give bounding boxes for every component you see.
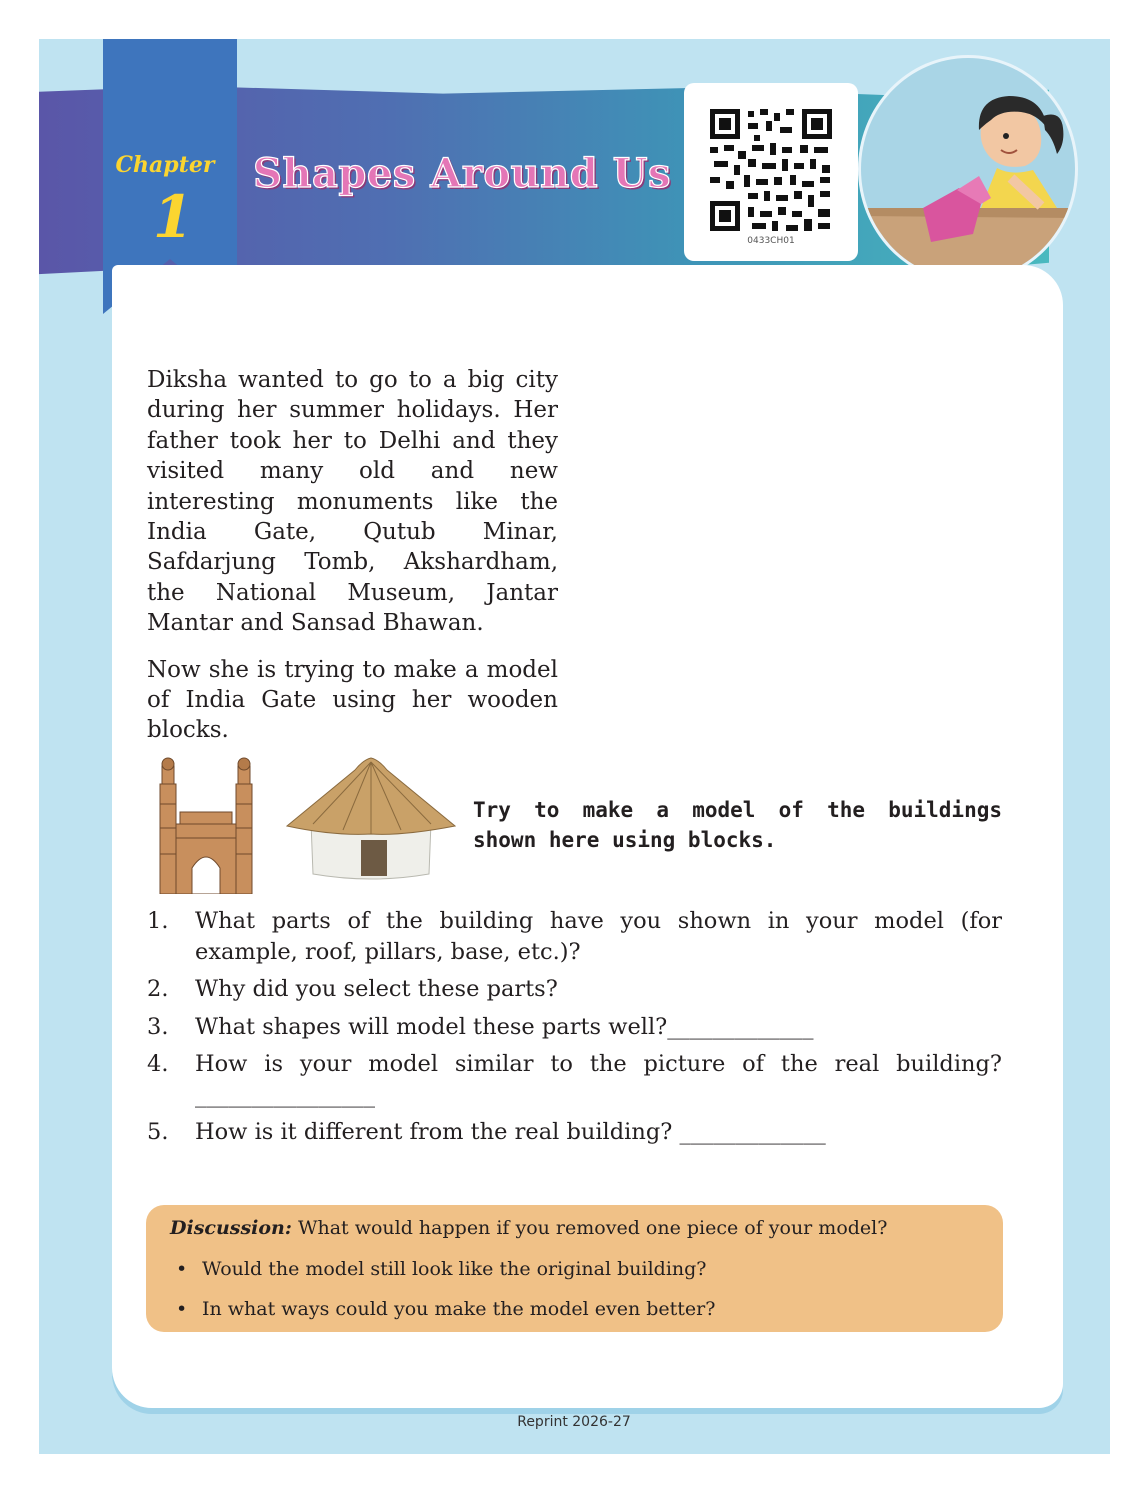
question-list	[147, 906, 1002, 1155]
question-number: 2.	[147, 976, 169, 1002]
intro-paragraph-1: Diksha wanted to go to a big city during her summer holidays. Her father took her to Delhi and they visited many old and new interesting monuments like the India Gate, Qutub Minar, Safdarjung Tomb, Akshardham, the National Museum, Jantar Mantar and Sansad Bhawan.	[147, 367, 558, 637]
page-title: Shapes Around Us	[253, 150, 671, 197]
qr-code-icon	[708, 107, 834, 233]
question-number: 5.	[147, 1119, 169, 1145]
qr-code-id: 0433CH01	[747, 236, 795, 246]
activity-instruction: Try to make a model of the buildings shown here using blocks.	[473, 798, 1002, 852]
reprint-footer: Reprint 2026-27	[517, 1414, 631, 1430]
question-item	[147, 1012, 1002, 1043]
discussion-bullet-item: • Would the model still look like the original building?	[176, 1258, 707, 1280]
charminar-illustration	[154, 756, 258, 894]
discussion-bullet-text: Would the model still look like the original building?	[202, 1258, 707, 1280]
question-text: How is your model similar to the picture of the real building? ________________	[195, 1051, 1002, 1108]
discussion-bullet-text: In what ways could you make the model even better?	[202, 1298, 716, 1320]
question-number: 3.	[147, 1013, 169, 1040]
intro-text	[147, 365, 558, 762]
question-item	[147, 1117, 1002, 1148]
intro-paragraph-2: Now she is trying to make a model of India Gate using her wooden blocks.	[147, 656, 558, 744]
discussion-box	[146, 1205, 1003, 1332]
qr-card[interactable]	[684, 83, 858, 261]
discussion-prompt: What would happen if you removed one piece of your model?	[297, 1217, 888, 1239]
question-item	[147, 1049, 1002, 1110]
question-number: 1.	[147, 908, 169, 934]
question-text: How is it different from the real building? _____________	[195, 1119, 826, 1145]
question-item	[147, 906, 1002, 967]
discussion-bullet-item: • In what ways could you make the model even better?	[176, 1298, 716, 1320]
question-text: What shapes will model these parts well?_____________	[195, 1013, 814, 1040]
chapter-number: 1	[152, 183, 194, 251]
discussion-heading	[170, 1217, 887, 1239]
question-item	[147, 974, 1002, 1005]
thatched-hut-illustration	[283, 756, 459, 882]
question-number: 4.	[147, 1051, 169, 1077]
question-text: What parts of the building have you shown in your model (for example, roof, pillars, base, etc.)?	[195, 908, 1002, 965]
discussion-label: Discussion:	[170, 1217, 292, 1239]
question-text: Why did you select these parts?	[195, 976, 558, 1002]
chapter-label: Chapter	[115, 152, 215, 178]
girl-folding-paper-illustration	[861, 58, 1075, 280]
